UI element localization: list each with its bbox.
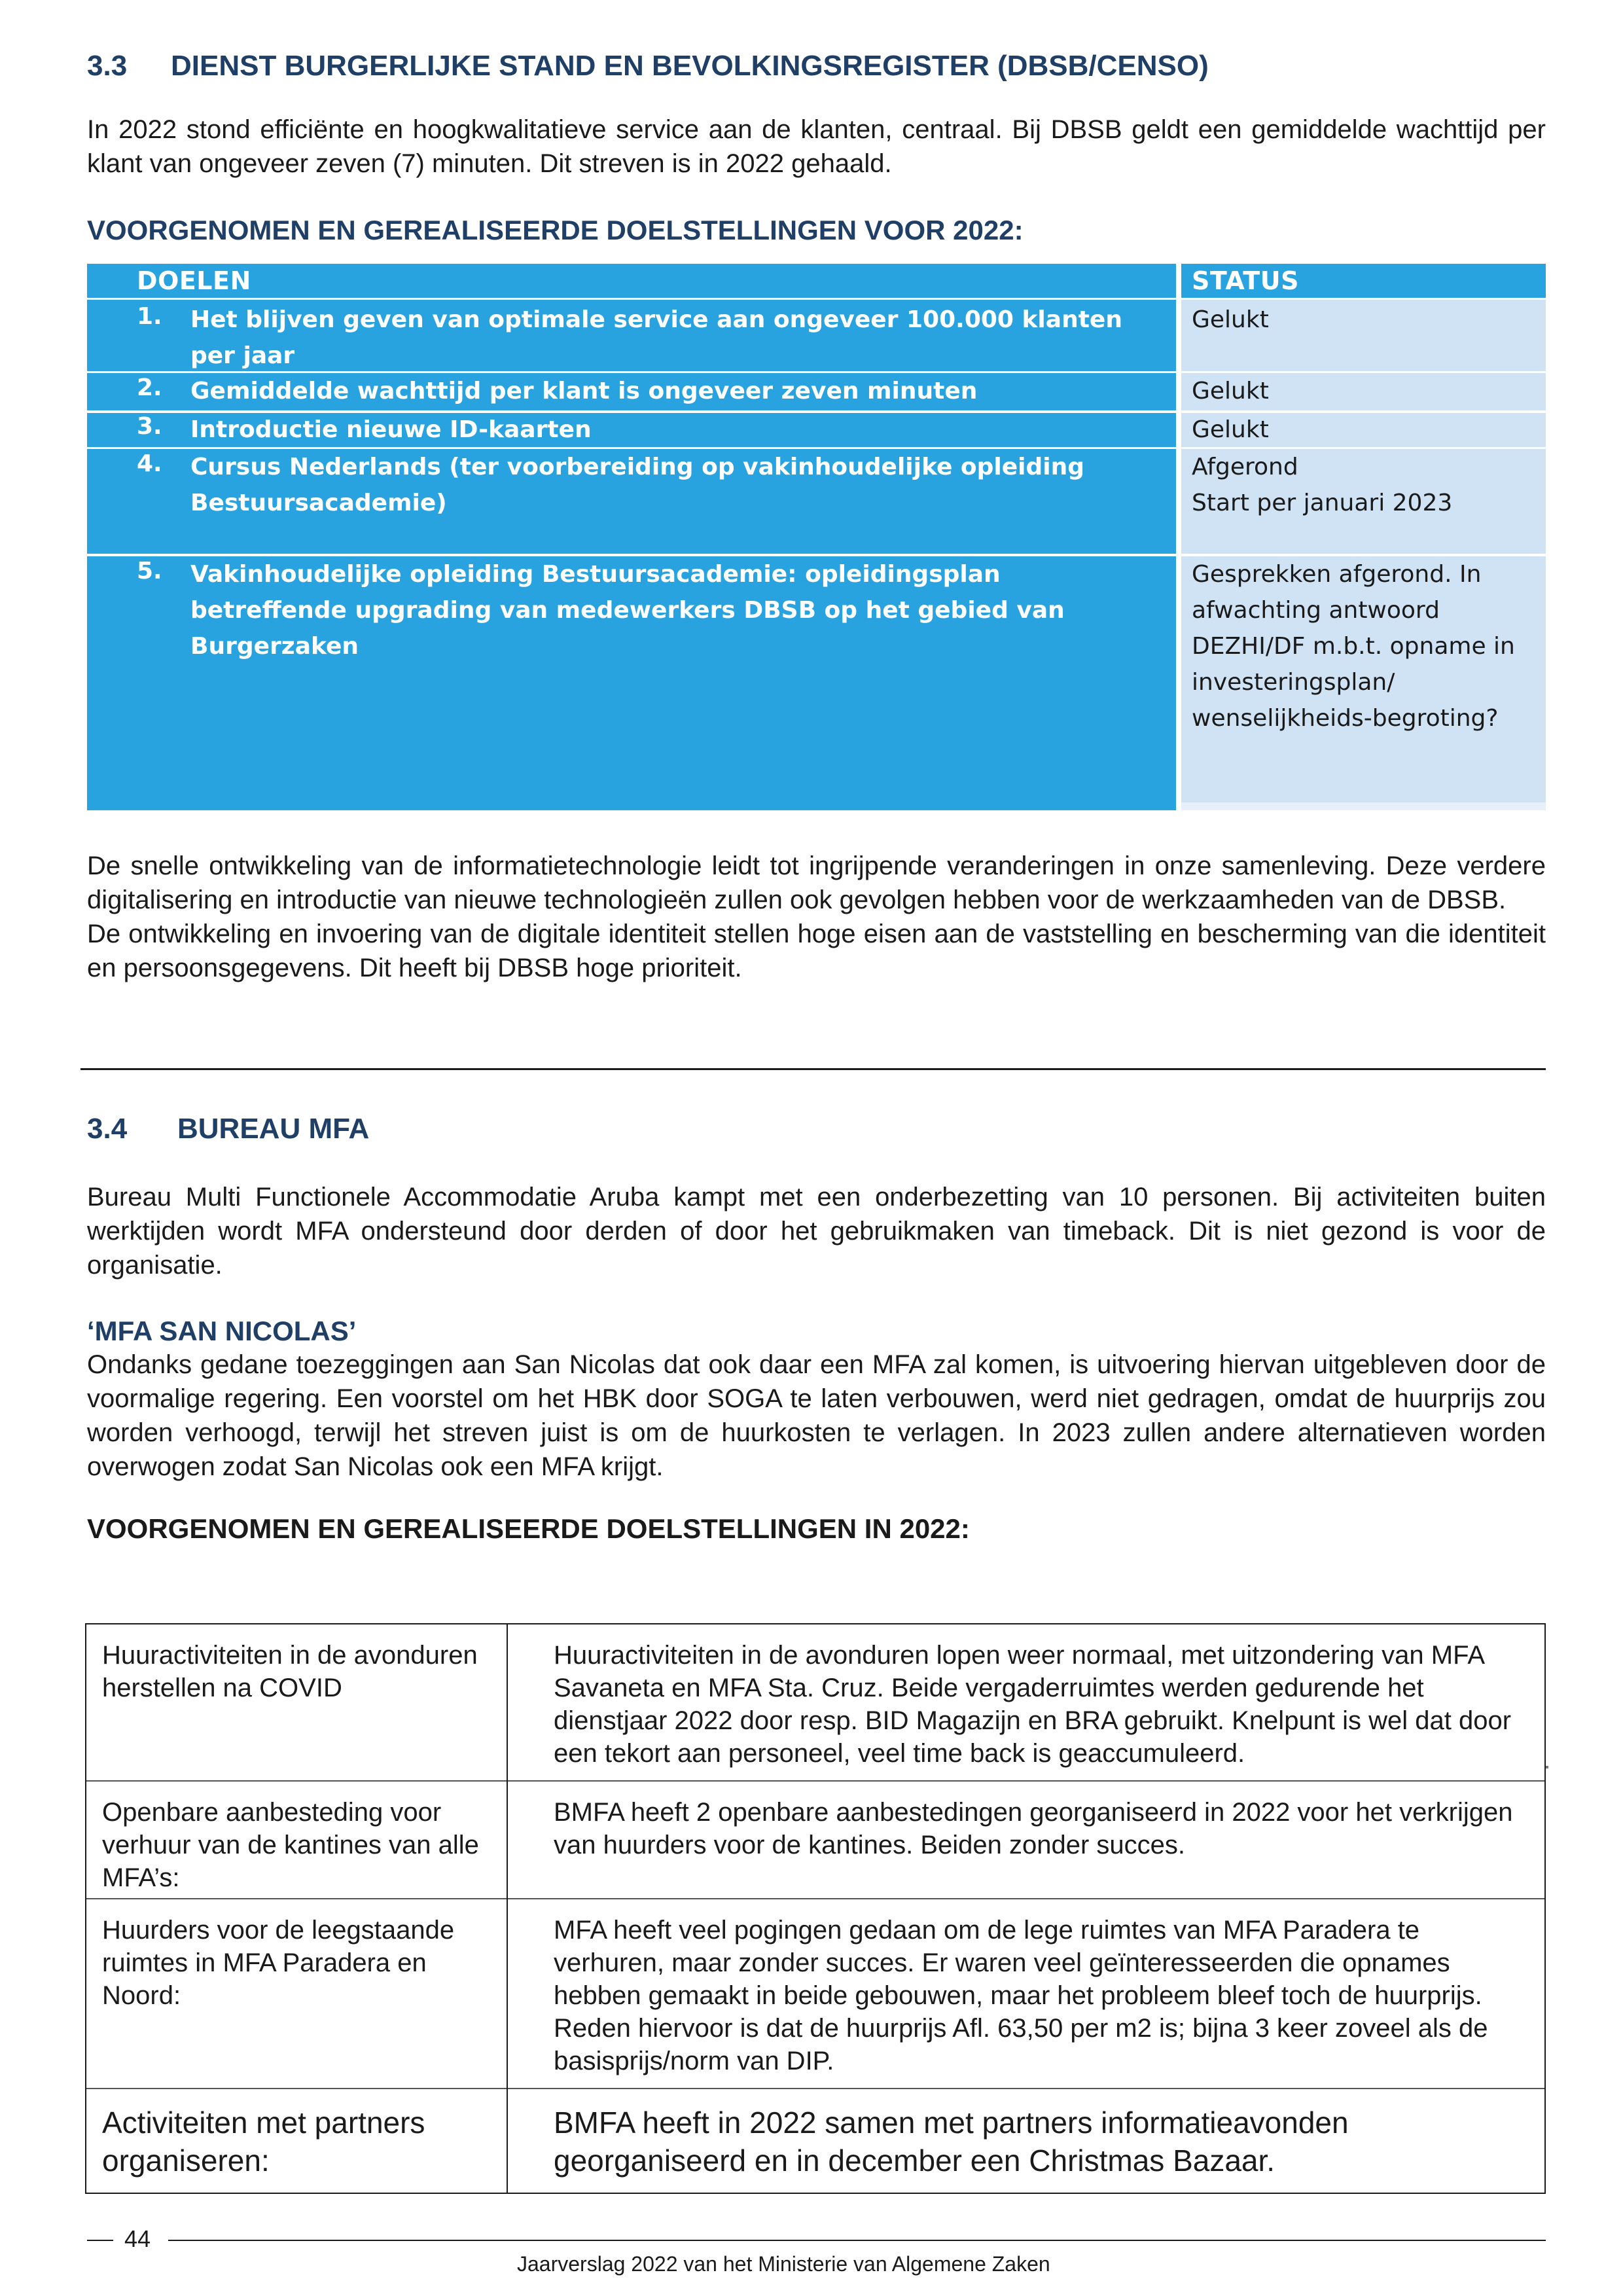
goal-cell: Openbare aanbesteding voor verhuur van de kantines van alle MFA’s:	[102, 1798, 479, 1892]
section-body	[87, 849, 1546, 985]
goal-status: Gesprekken afgerond. In afwachting antwoord DEZHI/DF m.b.t. opname in investeringsplan/ wenselijkheids-begroting?	[1192, 561, 1515, 732]
section-title: DIENST BURGERLIJKE STAND EN BEVOLKINGSREGISTER (DBSB/CENSO)	[171, 50, 1209, 82]
goal-text: Cursus Nederlands (ter voorbereiding op vakinhoudelijke opleiding Bestuursacademie)	[190, 454, 1085, 516]
goals-heading: VOORGENOMEN EN GEREALISEERDE DOELSTELLINGEN IN 2022:	[87, 1513, 970, 1544]
section-intro	[87, 113, 1546, 181]
goal-number: 1.	[137, 303, 162, 330]
goal-status: Gelukt	[1192, 306, 1269, 333]
body-paragraph: Ondanks gedane toezeggingen aan San Nicolas dat ook daar een MFA zal komen, is uitvoering hiervan uitgebleven door de voormalige regering. Een voorstel om het HBK door SOGA te laten verbouwen, werd niet gedragen, omdat de huurprijs zou worden verhoogd, terwijl het streven juist is om de huurkosten te verlagen. In 2023 zullen andere alternatieven worden overwogen zodat San Nicolas ook een MFA krijgt.	[87, 1350, 1546, 1481]
column-divider	[507, 1624, 508, 2193]
result-cell: BMFA heeft in 2022 samen met partners informatieavonden georganiseerd en in december een Christmas Bazaar.	[554, 2106, 1349, 2178]
header-goals: DOELEN	[137, 266, 251, 295]
table-row	[86, 1624, 1544, 1782]
table-row	[87, 373, 1546, 410]
goal-number: 4.	[137, 450, 162, 477]
section-number: 3.4	[87, 1113, 128, 1145]
sub-heading: ‘MFA SAN NICOLAS’	[87, 1316, 357, 1346]
result-cell: MFA heeft veel pogingen gedaan om de lege ruimtes van MFA Paradera te verhuren, maar zonder succes. Er waren veel geïnteresseerden die opnames hebben gemaakt in beide gebouwen, maar het probleem bleef toch de huurprijs. Reden hiervoor is dat de huurprijs Afl. 63,50 per m2 is; bijna 3 keer zoveel als de basisprijs/norm van DIP.	[554, 1916, 1488, 2075]
intro-paragraph: In 2022 stond efficiënte en hoogkwalitatieve service aan de klanten, centraal. Bij DBSB geldt een gemiddelde wachttijd per klant van ongeveer zeven (7) minuten. Dit streven is in 2022 gehaald.	[87, 115, 1546, 178]
goal-text: Het blijven geven van optimale service aan ongeveer 100.000 klanten per jaar	[190, 306, 1122, 369]
section-divider	[80, 1068, 1546, 1070]
result-cell: BMFA heeft 2 openbare aanbestedingen georganiseerd in 2022 voor het verkrijgen van huurders voor de kantines. Beiden zonder succes.	[554, 1798, 1513, 1859]
mfa-goals-table	[85, 1623, 1546, 2194]
table-bottom-band	[87, 802, 1176, 810]
table-row	[86, 2089, 1544, 2193]
section-intro	[87, 1180, 1546, 1282]
goal-status: Afgerond	[1192, 454, 1298, 480]
footer-text: Jaarverslag 2022 van het Ministerie van Algemene Zaken	[517, 2252, 1050, 2276]
page-number: 44	[124, 2225, 151, 2252]
section-title: BUREAU MFA	[177, 1113, 370, 1145]
footer-dash	[87, 2240, 113, 2241]
table-row	[87, 300, 1546, 371]
table-row	[86, 1782, 1544, 1899]
table-row	[87, 556, 1546, 802]
goal-cell: Huuractiviteiten in de avonduren herstellen na COVID	[102, 1641, 478, 1702]
goal-text: Gemiddelde wachttijd per klant is ongeveer zeven minuten	[190, 378, 978, 404]
goal-cell: Huurders voor de leegstaande ruimtes in MFA Paradera en Noord:	[102, 1916, 455, 2010]
goal-text: Vakinhoudelijke opleiding Bestuursacademie: opleidingsplan betreffende upgrading van medewerkers DBSB op het gebied van Burgerzaken	[190, 561, 1065, 660]
goal-status: Gelukt	[1192, 378, 1269, 404]
section-heading-3-4	[87, 1113, 369, 1145]
goals-table-header	[87, 264, 1546, 298]
header-status: STATUS	[1192, 266, 1299, 295]
goals-heading: VOORGENOMEN EN GEREALISEERDE DOELSTELLINGEN VOOR 2022:	[87, 215, 1024, 245]
goal-number: 2.	[137, 374, 162, 401]
goal-number: 3.	[137, 413, 162, 440]
goal-status-detail: Start per januari 2023	[1192, 490, 1453, 516]
goal-status: Gelukt	[1192, 416, 1269, 443]
stray-mark	[1546, 1766, 1548, 1768]
goal-number: 5.	[137, 558, 162, 584]
result-cell: Huuractiviteiten in de avonduren lopen weer normaal, met uitzondering van MFA Savaneta en MFA Sta. Cruz. Beide vergaderruimtes werden gedurende het dienstjaar 2022 door resp. BID Magazijn en BRA gebruikt. Knelpunt is wel dat door een tekort aan personeel, veel time back is geaccumuleerd.	[554, 1641, 1512, 1768]
section-number: 3.3	[87, 50, 128, 82]
table-bottom-band-status	[1181, 802, 1546, 810]
sub-text	[87, 1348, 1546, 1484]
body-paragraph: De ontwikkeling en invoering van de digitale identiteit stellen hoge eisen aan de vaststelling en bescherming van die identiteit en persoonsgegevens. Dit heeft bij DBSB hoge prioriteit.	[87, 920, 1546, 982]
table-row	[86, 1899, 1544, 2089]
table-row	[87, 449, 1546, 554]
section-heading-3-3	[87, 50, 1209, 82]
body-paragraph: De snelle ontwikkeling van de informatietechnologie leidt tot ingrijpende veranderingen in onze samenleving. Deze verdere digitalisering en introductie van nieuwe technologieën zullen ook gevolgen hebben voor de werkzaamheden van de DBSB.	[87, 852, 1546, 914]
goal-cell: Activiteiten met partners organiseren:	[102, 2106, 425, 2178]
goals-table	[87, 264, 1546, 810]
table-row	[87, 413, 1546, 447]
goal-text: Introductie nieuwe ID-kaarten	[190, 416, 592, 443]
intro-paragraph: Bureau Multi Functionele Accommodatie Aruba kampt met een onderbezetting van 10 personen. Bij activiteiten buiten werktijden wordt MFA ondersteund door derden of door het gebruikmaken van timeback. Dit is niet gezond is voor de organisatie.	[87, 1183, 1546, 1280]
footer-rule	[168, 2240, 1546, 2241]
